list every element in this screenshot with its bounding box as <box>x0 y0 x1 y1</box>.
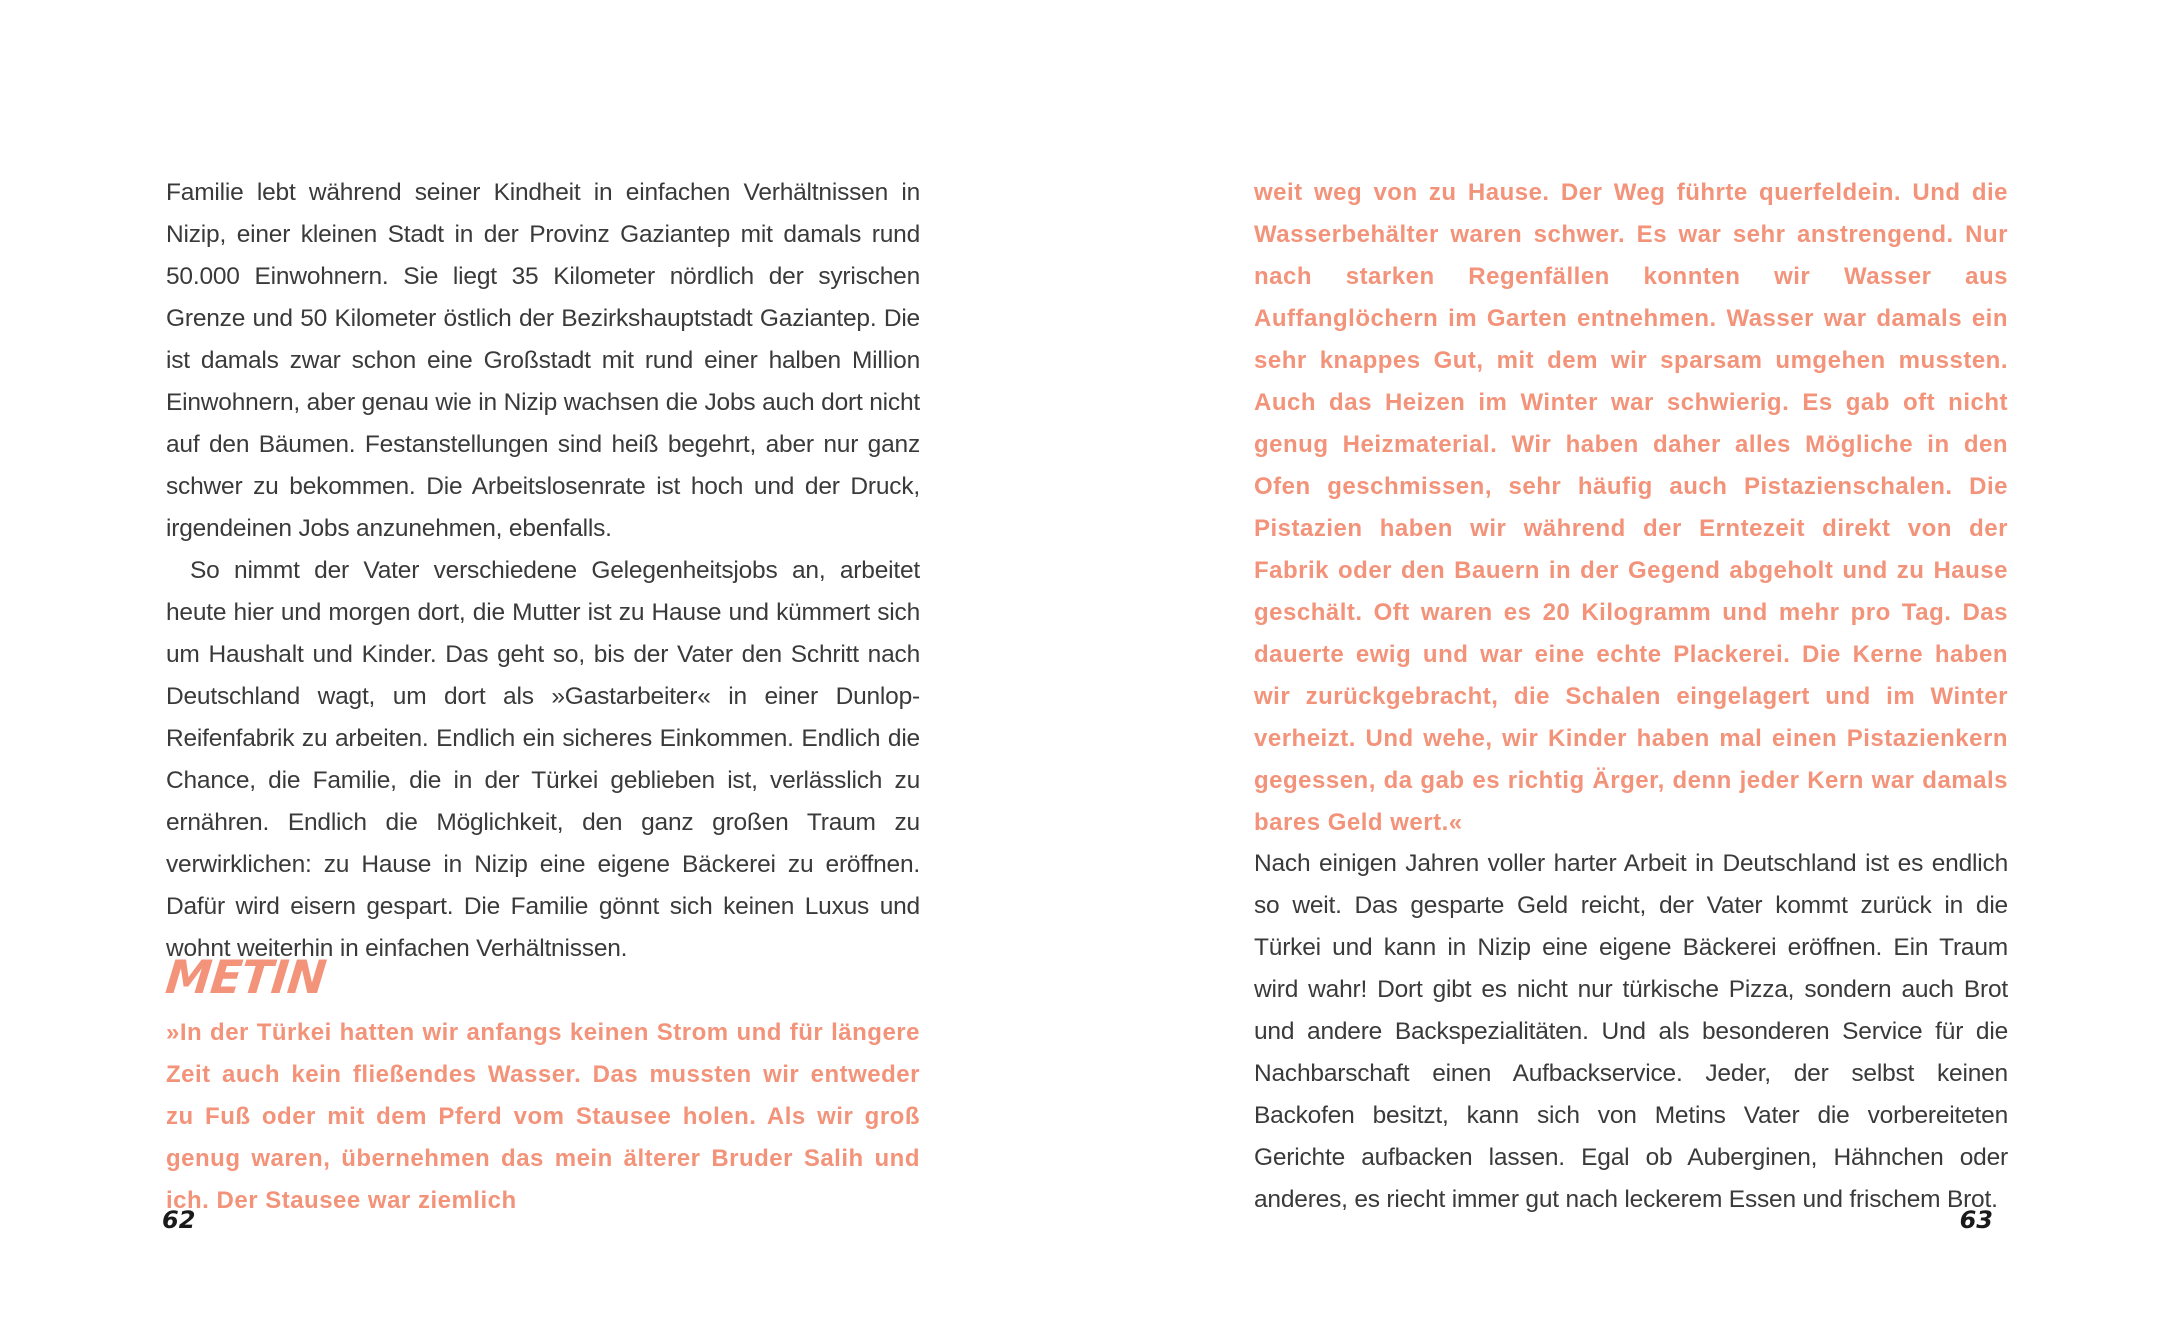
speaker-heading: METIN <box>163 950 329 1004</box>
left-quote-block <box>166 1012 920 1222</box>
paragraph: Familie lebt während seiner Kindheit in einfachen Verhältnissen in Nizip, einer kleinen Stadt in der Provinz Gaziantep mit damals rund 50.000 Einwohnern. Sie liegt 35 Kilometer nördlich der syrischen Grenze und 50 Kilometer östlich der Bezirkshauptstadt Gaziantep. Die ist damals zwar schon eine Großstadt mit rund einer halben Million Einwohnern, aber genau wie in Nizip wachsen die Jobs auch dort nicht auf den Bäumen. Festanstellungen sind heiß begehrt, aber nur ganz schwer zu bekommen. Die Arbeitslosenrate ist hoch und der Druck, irgendeinen Jobs anzunehmen, ebenfalls. <box>166 179 920 542</box>
right-page <box>1080 0 2161 1328</box>
paragraph: So nimmt der Vater verschiedene Gelegenheitsjobs an, arbeitet heute hier und morgen dort, die Mutter ist zu Hause und kümmert sich um Haushalt und Kinder. Das geht so, bis der Vater den Schritt nach Deutschland wagt, um dort als »Gastarbeiter« in einer Dunlop-Reifenfabrik zu arbeiten. Endlich ein sicheres Einkommen. Endlich die Chance, die Familie, die in der Türkei geblieben ist, verlässlich zu ernähren. Endlich die Möglichkeit, den ganz großen Traum zu verwirklichen: zu Hause in Nizip eine eigene Bäckerei zu eröffnen. Dafür wird eisern gespart. Die Familie gönnt sich keinen Luxus und wohnt weiterhin in einfachen Verhältnissen. <box>166 557 920 962</box>
right-body-text <box>1254 843 2008 1221</box>
page-number: 62 <box>162 1206 196 1234</box>
quote-text: »In der Türkei hatten wir anfangs keinen Strom und für längere Zeit auch kein fließendes Wasser. Das mussten wir entweder zu Fuß oder mit dem Pferd vom Stausee holen. Als wir groß genug waren, übernehmen das mein älterer Bruder Salih und ich. Der Stausee war ziemlich <box>166 1019 920 1214</box>
page-number: 63 <box>1959 1206 1993 1234</box>
paragraph: Nach einigen Jahren voller harter Arbeit in Deutschland ist es endlich so weit. Das gesparte Geld reicht, der Vater kommt zurück in die Türkei und kann in Nizip eine eigene Bäckerei eröffnen. Ein Traum wird wahr! Dort gibt es nicht nur türkische Pizza, sondern auch Brot und andere Backspezialitäten. Und als besonderen Service für die Nachbarschaft einen Aufbackservice. Jeder, der selbst keinen Backofen besitzt, kann sich von Metins Vater die vorbereiteten Gerichte aufbacken lassen. Egal ob Auberginen, Hähnchen oder anderes, es riecht immer gut nach leckerem Essen und frischem Brot. <box>1254 850 2008 1213</box>
right-quote-block <box>1254 172 2008 844</box>
left-page <box>0 0 1080 1328</box>
left-body-text <box>166 172 920 970</box>
quote-text: weit weg von zu Hause. Der Weg führte querfeldein. Und die Wasserbehälter waren schwer. Es war sehr anstrengend. Nur nach starken Regenfällen konnten wir Wasser aus Auffanglöchern im Garten entnehmen. Wasser war damals ein sehr knappes Gut, mit dem wir sparsam umgehen mussten. Auch das Heizen im Winter war schwierig. Es gab oft nicht genug Heizmaterial. Wir haben daher alles Mögliche in den Ofen geschmissen, sehr häufig auch Pistazienschalen. Die Pistazien haben wir während der Erntezeit direkt von der Fabrik oder den Bauern in der Gegend abgeholt und zu Hause geschält. Oft waren es 20 Kilogramm und mehr pro Tag. Das dauerte ewig und war eine echte Plackerei. Die Kerne haben wir zurückgebracht, die Schalen eingelagert und im Winter verheizt. Und wehe, wir Kinder haben mal einen Pistazienkern gegessen, da gab es richtig Ärger, denn jeder Kern war damals bares Geld wert.« <box>1254 179 2008 836</box>
